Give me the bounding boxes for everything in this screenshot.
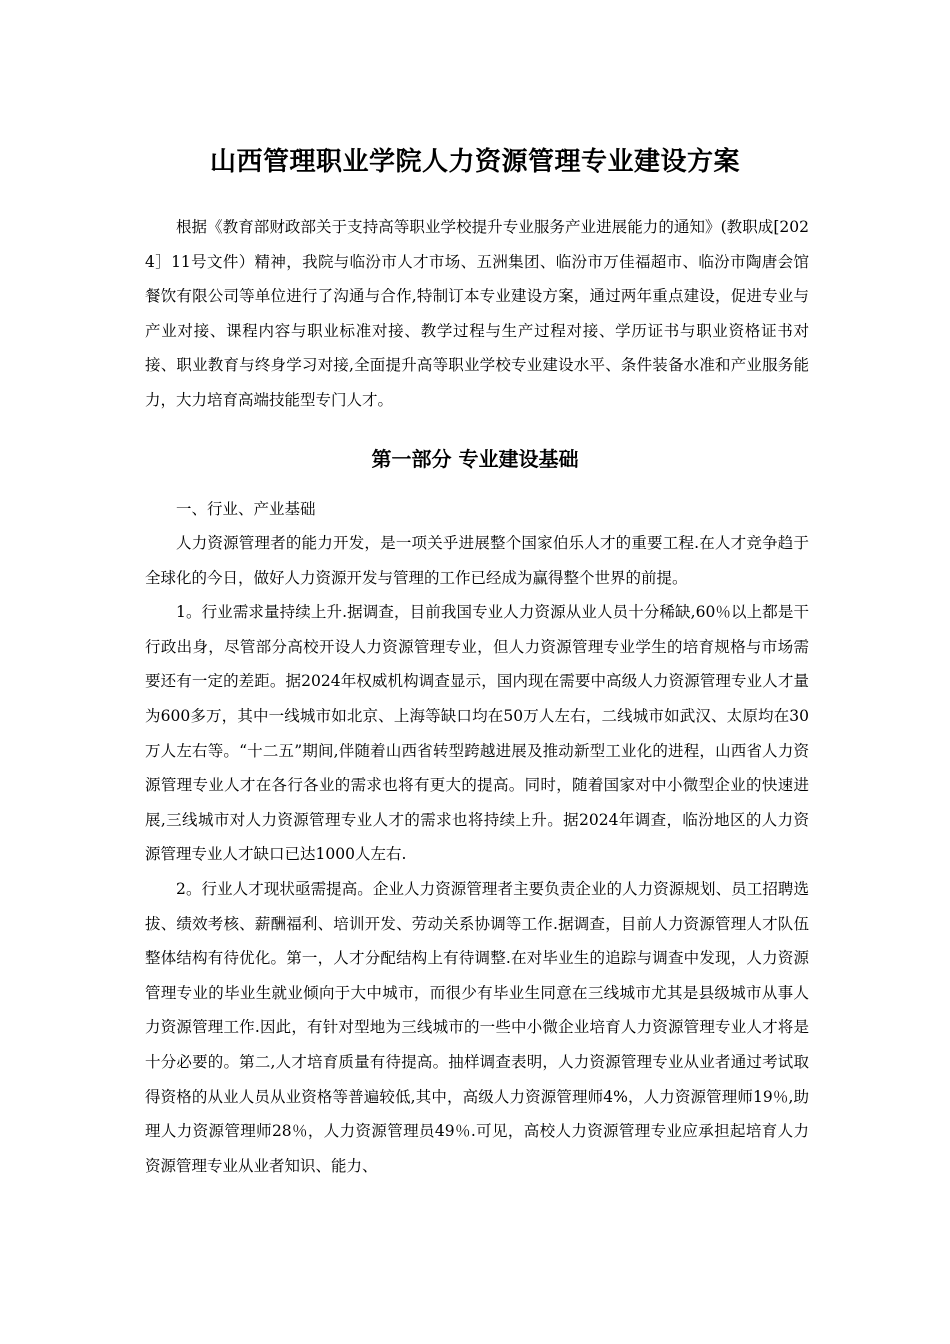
intro-paragraph: 根据《教育部财政部关于支持高等职业学校提升专业服务产业进展能力的通知》(教职成[2024］11号文件）精神，我院与临汾市人才市场、五洲集团、临汾市万佳福超市、临汾市陶唐会馆餐饮有限公司等单位进行了沟通与合作,特制订本专业建设方案，通过两年重点建设，促进专业与产业对接、课程内容与职业标准对接、教学过程与生产过程对接、学历证书与职业资格证书对接、职业教育与终身学习对接,全面提升高等职业学校专业建设水平、条件装备水准和产业服务能力，大力培育高端技能型专门人才。 xyxy=(145,218,809,409)
body-paragraph: 人力资源管理者的能力开发，是一项关乎进展整个国家伯乐人才的重要工程.在人才竞争趋于全球化的今日，做好人力资源开发与管理的工作已经成为赢得整个世界的前提。 xyxy=(145,534,809,587)
subsection-title: 一、行业、产业基础 xyxy=(176,500,316,518)
section-body xyxy=(145,526,809,1183)
intro-block xyxy=(145,210,809,418)
body-paragraph: 2。行业人才现状亟需提高。企业人力资源管理者主要负责企业的人力资源规划、员工招聘选拔、绩效考核、薪酬福利、培训开发、劳动关系协调等工作.据调查，目前人力资源管理人才队伍整体结构有待优化。第一，人才分配结构上有待调整.在对毕业生的追踪与调查中发现，人力资源管理专业的毕业生就业倾向于大中城市，而很少有毕业生同意在三线城市尤其是县级城市从事人力资源管理工作.因此，有针对型地为三线城市的一些中小微企业培育人力资源管理专业人才将是十分必要的。第二,人才培育质量有待提高。抽样调查表明，人力资源管理专业从业者通过考试取得资格的从业人员从业资格等普遍较低,其中，高级人力资源管理师4%，人力资源管理师19％,助理人力资源管理师28％，人力资源管理员49％.可见，高校人力资源管理专业应承担起培育人力资源管理专业从业者知识、能力、 xyxy=(145,879,809,1175)
body-paragraph: 1。行业需求量持续上升.据调查，目前我国专业人力资源从业人员十分稀缺,60％以上都是干行政出身，尽管部分高校开设人力资源管理专业，但人力资源管理专业学生的培育规格与市场需要还有一定的差距。据2024年权威机构调查显示，国内现在需要中高级人力资源管理专业人才量为600多万，其中一线城市如北京、上海等缺口均在50万人左右，二线城市如武汉、太原均在30万人左右等。“十二五”期间,伴随着山西省转型跨越进展及推动新型工业化的进程，山西省人力资源管理专业人才在各行各业的需求也将有更大的提高。同时，随着国家对中小微型企业的快速进展,三线城市对人力资源管理专业人才的需求也将持续上升。据2024年调查，临汾地区的人力资源管理专业人才缺口已达1000人左右. xyxy=(145,603,809,864)
document-title: 山西管理职业学院人力资源管理专业建设方案 xyxy=(209,147,740,177)
section-title: 第一部分 专业建设基础 xyxy=(371,447,579,471)
